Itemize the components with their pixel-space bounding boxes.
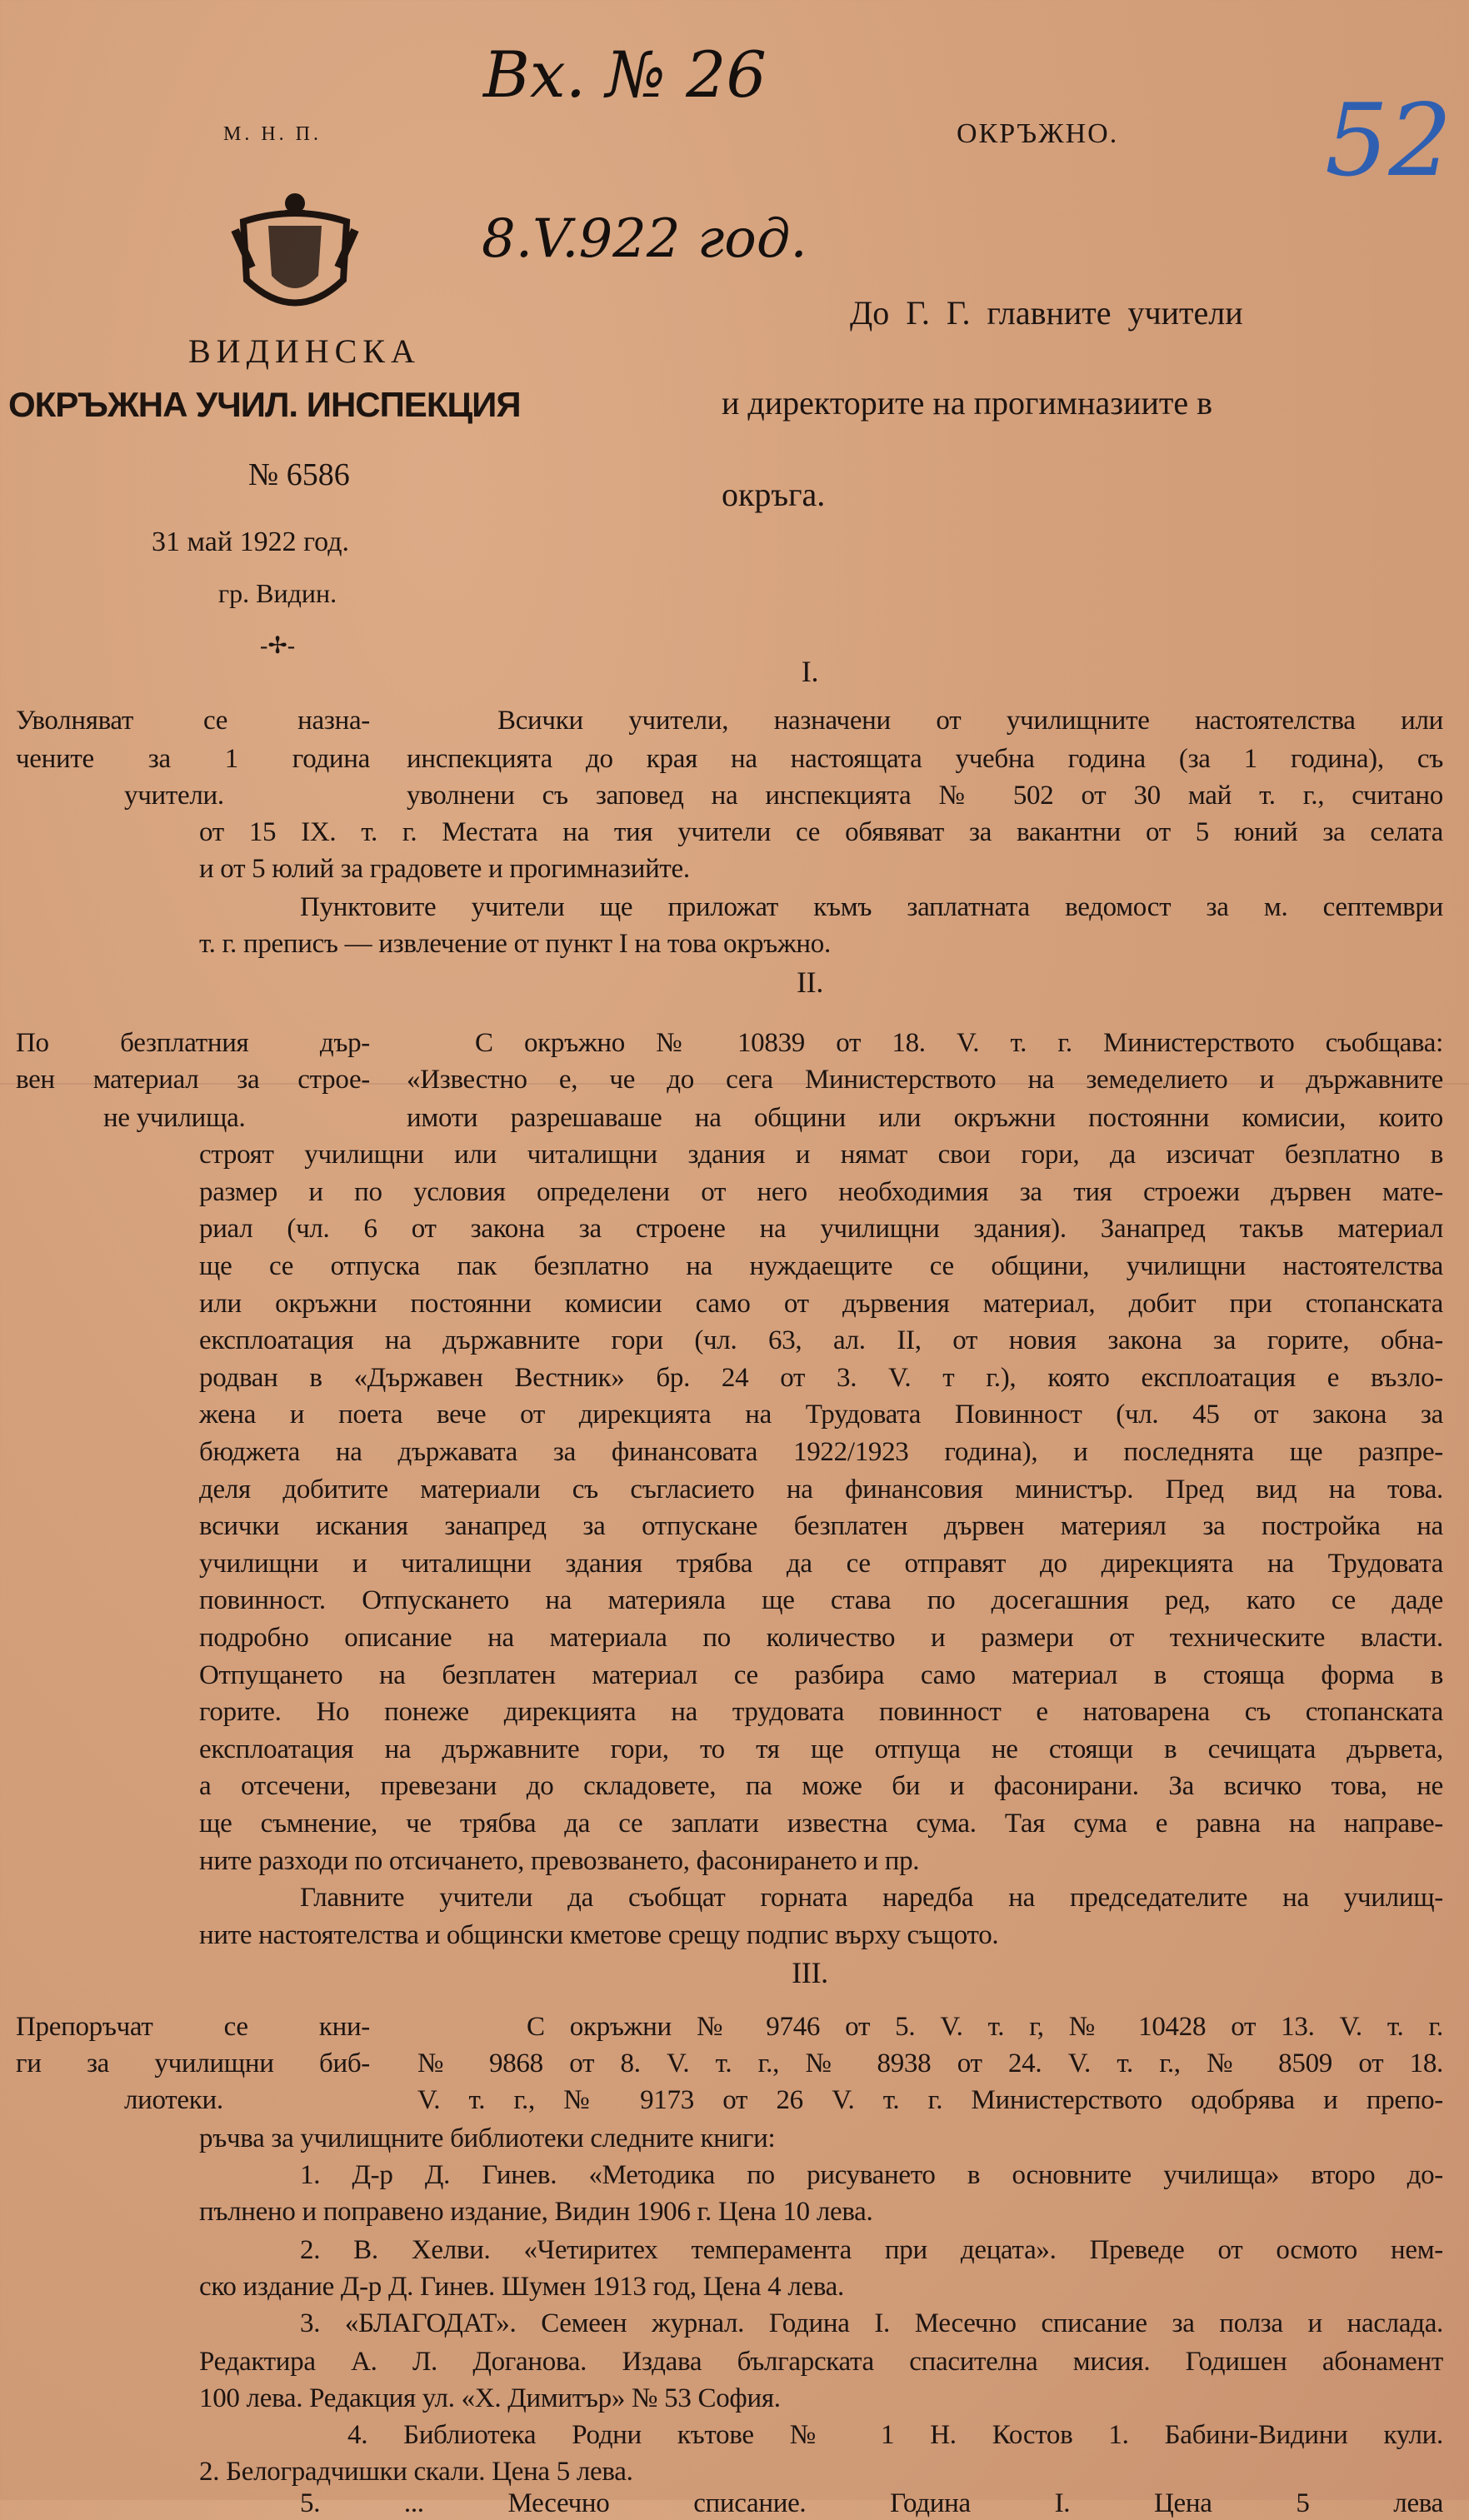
body-line: размер и по условия определени от него необходимия за тия строежи дървен мате- — [199, 1177, 1443, 1207]
body-line: и от 5 юлий за градовете и прогимназийте. — [199, 854, 690, 884]
margin-note: лиотеки. — [124, 2085, 223, 2115]
body-line: Главните учители да съобщат горната наредба на председателите на училищ- — [300, 1883, 1443, 1913]
body-line: училищни и читалищни здания трябва да се отправят до дирекцията на Трудовата — [199, 1549, 1443, 1579]
body-line: пълнено и поправено издание, Видин 1906 г. Цена 10 лева. — [199, 2197, 873, 2227]
body-line: 100 лева. Редакция ул. «Х. Димитър» № 53 София. — [199, 2383, 781, 2413]
body-line: ще се отпуска пак безплатно на нуждаещите се общини, училищни настоятелства — [199, 1251, 1443, 1281]
margin-note: учители. — [124, 781, 224, 811]
org-name-line1: ВИДИНСКА — [188, 332, 421, 370]
body-line: повинност. Отпускането на материяла ще става по досегашния ред, като се даде — [199, 1585, 1443, 1615]
body-line: строят училищни или читалищни здания и нямат свои гори, да изсичат безплатно в — [199, 1140, 1443, 1170]
body-line: 2. Белоградчишки скали. Цена 5 лева. — [199, 2457, 633, 2487]
addressee-line: окръга. — [722, 476, 826, 513]
coat-of-arms-icon — [227, 188, 363, 322]
addressee-line: До Г. Г. главните учители — [850, 294, 1243, 332]
body-line: № 9868 от 8. V. т. г., № 8938 от 24. V. т. г., № 8509 от 18. — [417, 2048, 1443, 2078]
body-line: ръчва за училищните библиотеки следните книги: — [199, 2123, 776, 2153]
body-line: или окръжни постоянни комисии само от дървения материал, добит при стопанската — [199, 1289, 1443, 1319]
document-number: № 6586 — [248, 457, 350, 492]
body-line: от 15 IX. т. г. Местата на тия учители се обявяват за вакантни от 5 юний за селата — [199, 817, 1443, 847]
addressee-line: и директорите на прогимназиите в — [722, 384, 1213, 422]
body-line: т. г. преписъ — извлечение от пункт I на това окръжно. — [199, 929, 831, 959]
body-line: 3. «БЛАГОДАТ». Семеен журнал. Година I. Месечно списание за полза и наслада. — [300, 2308, 1443, 2338]
body-line: инспекцията до края на настоящата учебна година (за 1 година), съ — [407, 744, 1443, 774]
body-line: деля добитите материали съ съгласието на финансовия министър. Пред вид на това. — [199, 1475, 1443, 1505]
body-line: експлоатация на държавните гори, то тя ще отпуща не стоящи в сечищата дървета, — [199, 1734, 1443, 1764]
body-line: ните разходи по отсичането, превозването, фасонирането и пр. — [199, 1846, 920, 1876]
margin-note: чените за 1 година — [16, 744, 370, 774]
body-line: жена и поета вече от дирекцията на Трудовата Повинност (чл. 45 от закона за — [199, 1400, 1443, 1430]
handwritten-page-number: 52 — [1325, 83, 1452, 199]
body-line: V. т. г., № 9173 от 26 V. т. г. Министерството одобрява и препо- — [417, 2085, 1443, 2115]
document-type: ОКРЪЖНО. — [957, 118, 1119, 149]
ornament: -✢- — [260, 633, 296, 659]
body-line: ско издание Д-р Д. Гинев. Шумен 1913 год, Цена 4 лева. — [199, 2272, 844, 2302]
body-line: 4. Библиотека Родни кътове № 1 Н. Костов 1. Бабини-Видини кули. — [347, 2420, 1443, 2450]
section-numeral: III. — [792, 1956, 828, 1989]
body-line: С окръжно № 10839 от 18. V. т. г. Министерството съобщава: — [475, 1028, 1443, 1058]
document-place: гр. Видин. — [218, 578, 337, 608]
ministry-abbreviation: М. Н. П. — [223, 123, 322, 145]
body-line: Отпущането на безплатен материал се разбира само материал в стояща форма в — [199, 1660, 1443, 1690]
body-line: Всички учители, назначени от училищните настоятелства или — [497, 706, 1443, 736]
body-line: експлоатация на държавните гори (чл. 63, ал. II, от новия закона за горите, обна- — [199, 1325, 1443, 1355]
body-line: подробно описание на материала по количество и размери от техническите власти. — [199, 1623, 1443, 1653]
body-line: бюджета на държавата за финансовата 1922/1923 година), и последнята ще разпре- — [199, 1437, 1443, 1467]
handwritten-date: 8.V.922 год. — [482, 208, 807, 270]
body-line: 1. Д-р Д. Гинев. «Методика по рисуването в основните училища» второ до- — [300, 2160, 1443, 2190]
body-line: ще съмнение, че трябва да се заплати известна сума. Тая сума е равна на направе- — [199, 1809, 1443, 1839]
margin-note: По безплатния дър- — [16, 1028, 370, 1058]
margin-note: Препоръчат се кни- — [16, 2012, 370, 2042]
handwritten-incoming-number: Вх. № 26 — [483, 37, 767, 112]
body-line: горите. Но понеже дирекцията на трудовата повинност е натоварена съ стопанската — [199, 1697, 1443, 1727]
body-line: С окръжни № 9746 от 5. V. т. г, № 10428 от 13. V. т. г. — [527, 2012, 1443, 2042]
margin-note: не училища. — [103, 1103, 246, 1133]
margin-note: Уволняват се назна- — [16, 706, 370, 736]
body-line: «Известно е, че до сега Министерството на земеделието и държавните — [407, 1065, 1443, 1095]
document-date: 31 май 1922 год. — [152, 526, 349, 557]
body-line: ните настоятелства и общински кметове срещу подпис върху същото. — [199, 1920, 999, 1950]
section-numeral: II. — [796, 966, 824, 999]
body-line: Пунктовите учители ще приложат къмъ заплатната ведомост за м. септември — [300, 892, 1443, 922]
margin-note: ги за училищни биб- — [16, 2048, 370, 2078]
body-line: а отсечени, превезани до складовете, па може би и фасонирани. За всичко това, не — [199, 1771, 1443, 1801]
org-name-line2: ОКРЪЖНА УЧИЛ. ИНСПЕКЦИЯ — [8, 385, 521, 424]
body-line: 5. ... Месечно списание. Година I. Цена 5 лева — [300, 2488, 1443, 2518]
body-line: риал (чл. 6 от закона за строене на училищни здания). Занапред такъв материал — [199, 1214, 1443, 1244]
section-numeral: I. — [801, 655, 819, 688]
body-line: всички искания занапред за отпускане безплатен дървен материял за постройка на — [199, 1511, 1443, 1541]
body-line: уволнени съ заповед на инспекцията № 502 от 30 май т. г., считано — [407, 781, 1443, 811]
body-line: Редактира А. Л. Доганова. Издава българската спасителна мисия. Годишен абонамент — [199, 2347, 1443, 2377]
margin-note: вен материал за строе- — [16, 1065, 370, 1095]
body-line: имоти разрешаваше на общини или окръжни постоянни комисии, които — [407, 1103, 1443, 1133]
body-line: 2. В. Хелви. «Четиритех темперамента при децата». Преведе от осмото нем- — [300, 2235, 1443, 2265]
body-line: родван в «Държавен Вестник» бр. 24 от 3. V. т г.), която експлоатация е възло- — [199, 1363, 1443, 1393]
